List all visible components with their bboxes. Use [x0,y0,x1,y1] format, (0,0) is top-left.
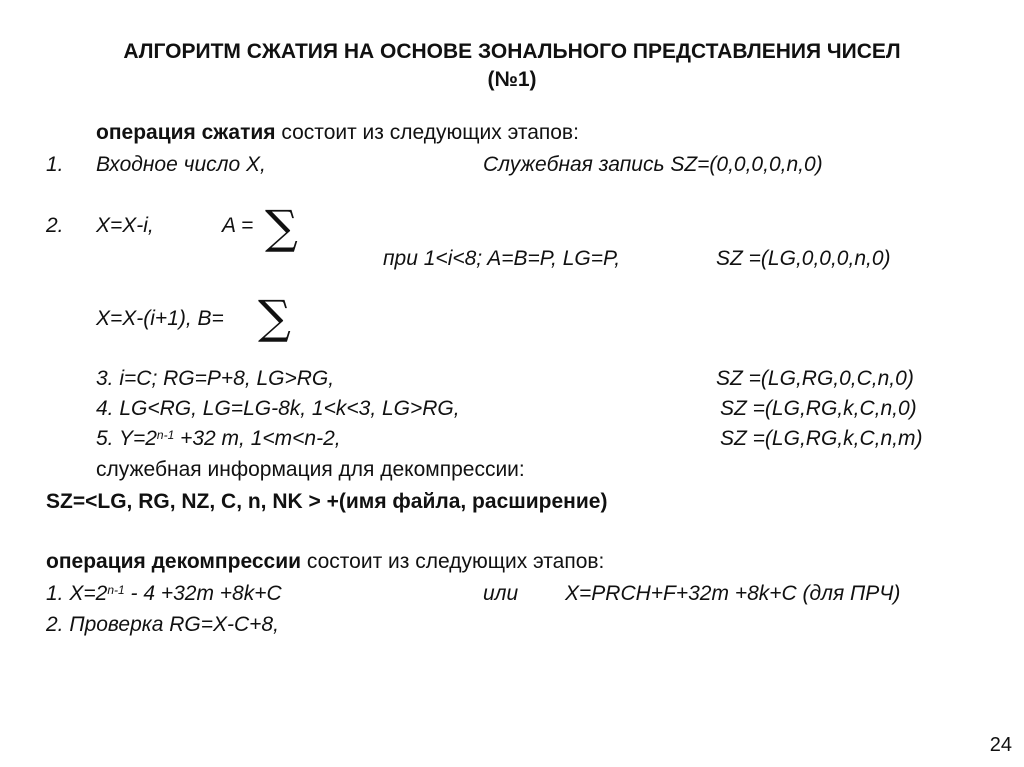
title-line-2: (№1) [487,68,537,91]
page-number: 24 [989,734,1012,756]
compression-intro [96,120,579,146]
step3-sz: SZ =(LG,RG,0,C,n,0) [716,367,914,390]
step4-text: 4. LG<RG, LG=LG-8k, 1<k<3, LG>RG, [96,397,460,420]
decompression-intro-bold: операция декомпрессии [46,550,302,573]
step3-text: 3. i=C; RG=P+8, LG>RG, [96,367,335,390]
step1-text: Входное число X, [96,153,266,176]
compression-intro-bold: операция сжатия [96,121,276,144]
step1-number: 1. [46,153,64,176]
step5-sz: SZ =(LG,RG,k,C,n,m) [720,427,923,450]
sz-formula: SZ=<LG, RG, NZ, C, n, NK > +(имя файла, расширение) [46,490,608,513]
decomp-step1-alt: X=PRCH+F+32m +8k+C (для ПРЧ) [565,582,901,605]
title-line-1: АЛГОРИТМ СЖАТИЯ НА ОСНОВЕ ЗОНАЛЬНОГО ПРЕДСТАВЛЕНИЯ ЧИСЕЛ [123,40,901,63]
step2-sz: SZ =(LG,0,0,0,n,0) [716,247,891,270]
sigma-a-icon: ∑ [265,200,298,254]
decompression-intro [46,549,604,575]
decompression-intro-rest: состоит из следующих этапов: [301,550,605,573]
step2-number: 2. [46,214,64,237]
decomp-step1: 1. $X=2^{n-1} - 4 +32m +8k+C$ [46,582,282,605]
step4-sz: SZ =(LG,RG,k,C,n,0) [720,397,917,420]
decomp-step2: 2. Проверка RG=X-C+8, [46,613,279,636]
step2-x: X=X-i, [96,214,154,237]
slide-title [0,38,1024,94]
decomp-step1-or: или [483,582,519,605]
sigma-b-icon: ∑ [258,290,291,344]
step5-text: 5. $Y=2^{n-1} +32$ m, 1<m<n-2, [96,427,341,450]
step2b-x: X=X-(i+1), B= [96,307,224,330]
step2-a-label: A = [222,214,254,237]
step1-sz: Служебная запись SZ=(0,0,0,0,n,0) [483,153,823,176]
compression-intro-rest: состоит из следующих этапов: [275,121,579,144]
step2-condition: при 1<i<8; A=B=P, LG=P, [383,247,621,270]
service-info: служебная информация для декомпрессии: [96,458,525,481]
